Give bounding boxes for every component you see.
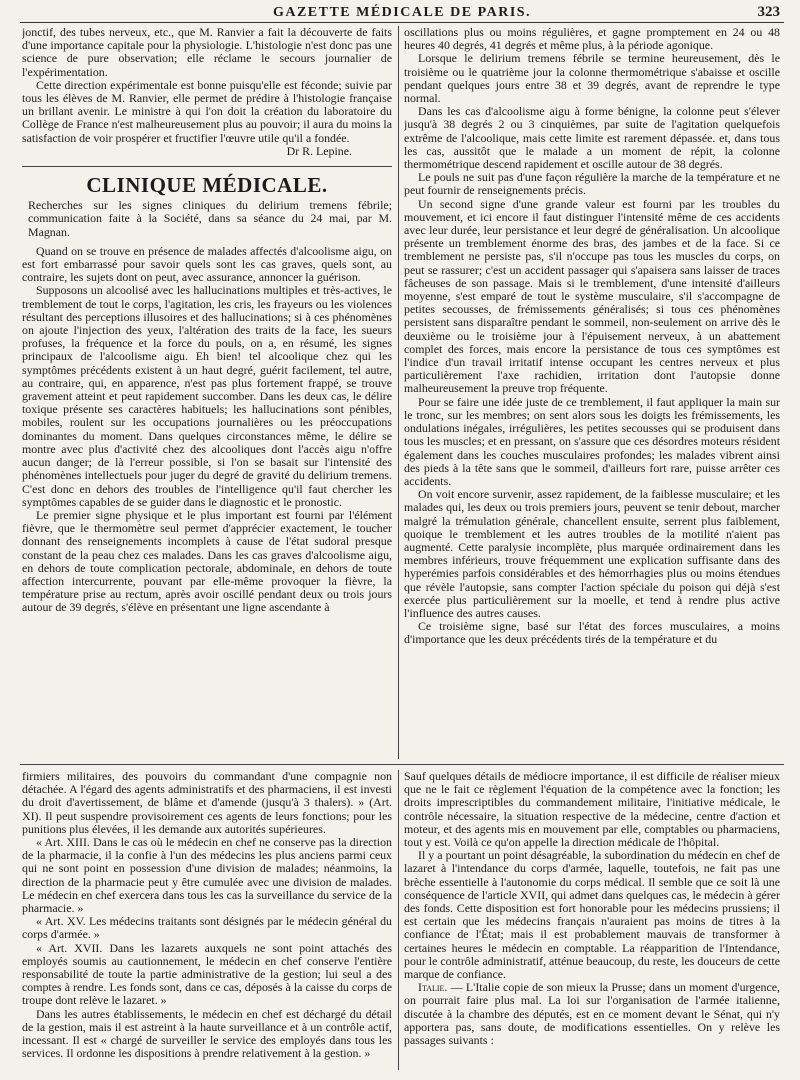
bottom-left-column [22,770,392,1070]
top-left-column [22,26,392,759]
paragraph: Le premier signe physique et le plus important est fourni par l'élément fièvre, que le thermomètre seul permet d'apprécier exactement, le toucher donnant des renseignements incomplets à cause de l'état sudoral presque constant de la peau chez ces malades. Dans les cas graves d'alcoolisme aigu, en dehors de toute complication pectorale, abdominale, en dehors de toute affection intercurrente, pouvant par elle-même provoquer la fièvre, la température prise au rectum, après avoir oscillé pendant deux ou trois jours autour de 39 degrés, s'élève en présentant une ligne ascendante à [22,507,392,615]
article-heading: Recherches sur les signes cliniques du delirium tremens fébrile; communication faite à la Société, dans sa séance du 24 mai, par M. Magnan. [28,198,392,239]
paragraph: Un second signe d'une grande valeur est fourni par les troubles du mouvement, et ici encore il faut distinguer l'intensité même de ces accidents avec leur durée, leur persistance et leur degré de généralisation. Un alcoolique présente un tremblement énorme des bras, des jambes et de la face. Si ce tremblement ne persiste pas, s'il n'occupe pas tous les muscles du corps, on peut se rassurer; c'est un accident passager qui s'apaisera sans laisser de traces fâcheuses de son passage. Mais si le tremblement, d'une intensité d'ailleurs moyenne, s'est emparé de tout le système musculaire, s'il s'accompagne de petites secousses, de frémissements généralisés; si tous ces phénomènes persistent sans disparaître pendant le sommeil, non-seulement on arrive dès le deuxième ou le troisième jour à l'épuisement nerveux, à un abattement complet des forces, mais encore la persistance de tous ces symptômes est l'indice d'un travail irritatif intense occupant les centres nerveux et plus particulièrement l'axe rachidien, irritation dont l'autopsie donne malheureusement la preuve trop fréquente. [404,196,780,396]
paragraph: jonctif, des tubes nerveux, etc., que M. Ranvier a fait la découverte de faits d'une importance capitale pour la physiologie. L'histologie n'est donc pas une science de pure observation; elle réclame le secours journalier de l'expérimentation. [22,26,392,79]
country-label: Italie. [418,980,448,995]
author-signature: Dr R. Lepine. [286,143,352,158]
paragraph-text: — L'Italie copie de son mieux la Prusse; dans un moment d'urgence, on pourrait faire plus mal. La loi sur l'organisation de l'armée italienne, discutée à la chambre des députés, est en ce moment devant le Sénat, qui n'y apportera pas, sans doute, de modifications essentielles. On y relève les passages suivants : [404,980,780,1048]
paragraph: firmiers militaires, des pouvoirs du commandant d'une compagnie non détachée. A l'égard des agents administratifs et des pharmaciens, il est investi du droit d'avertissement, de blâme et d'amende (jusqu'à 3 thalers). » (Art. XI). Il peut suspendre provisoirement ces agents de leurs fonctions; pour les punitions plus élevées, il les demande aux autorités supérieures. [22,770,392,836]
paragraph: Cette direction expérimentale est bonne puisqu'elle est féconde; suivie par tous les élèves de M. Ranvier, elle permet de prédire à l'histologie française un brillant avenir. Le ministre à qui l'on doit la création du laboratoire du Collège de France n'est malheureusement plus au pouvoir; il aura du moins la satisfaction de voir prospérer et fructifier l'œuvre utile qu'il a fondée. [22,77,392,145]
paragraph: Dans les autres établissements, le médecin en chef est déchargé du détail de la gestion, mais il est astreint à la haute surveillance et à un contrôle actif, incessant. Il est « chargé de surveiller le service des employés dans tous les services. Il ordonne les dispositions à prendre relativement à la gestion. » [22,1006,392,1061]
paragraph: Quand on se trouve en présence de malades affectés d'alcoolisme aigu, on est fort embarrassé pour savoir quels sont les cas graves, quels sont, au contraire, les sujets dont on peut, avec assurance, annoncer la guérison. [22,243,392,285]
section-divider [22,166,392,167]
paragraph: Dans les cas d'alcoolisme aigu à forme bénigne, la colonne peut s'élever jusqu'à 38 degrés 2 ou 3 cinquièmes, par suite de l'agitation quelquefois extrême de l'alcoolique, mais cette limite est rarement dépassée. et, dans tous les cas, aussitôt que le malade a un moment de répit, la colonne thermométrique descend rapidement et oscille autour de 38 degrés. [404,104,780,172]
paragraph: Il y a pourtant un point désagréable, la subordination du médecin en chef de lazaret à l'intendance du corps d'armée, laquelle, toutefois, ne fait pas une brèche essentielle à l'autonomie du corps médical. Il semble que ce soit là une conséquence de l'article XVII, qui admet dans quelques cas, le médecin à gérer des fonds. Cette disposition est fort honorable pour les médecins prussiens; il est certain que les médecins français n'auraient pas moins de titres à la confiance de l'État; mais il est probablement mauvais de transformer à certaines heures le médecin en comptable. La réapparition de l'Intendance, pour le contrôle administratif, atténue beaucoup, du reste, les douceurs de cette marque de confiance. [404,848,780,982]
paragraph: On voit encore survenir, assez rapidement, de la faiblesse musculaire; et les malades qui, les deux ou trois premiers jours, peuvent se tenir debout, marcher malgré la trémulation générale, chancellent ensuite, serrent plus faiblement, quoique le tremblement et les autres troubles de la motilité n'aient pas augmenté. Cette paralysie incomplète, plus marquée ordinairement dans les membres inférieurs, trouve fréquemment une explication suffisante dans des hyperémies parfois considérables et des hémorrhagies plus ou moins étendues que révèle l'autopsie, sans compter l'action spéciale du poison qui déjà s'est exercée plus particulièrement sur la moelle, et tend à rendre plus active l'influence des autres causes. [404,487,780,620]
column-divider [398,26,399,759]
section-title: CLINIQUE MÉDICALE. [86,173,328,198]
paragraph [404,981,780,1047]
paragraph: Pour se faire une idée juste de ce tremblement, il faut appliquer la main sur le tronc, sur les membres; on sent alors sous les doigts les frémissements, les ondulations inégales, irrégulières, les petites secousses qui se produisent dans tous les muscles; et en pressant, on s'assure que ces désordres moteurs résident également dans les couches musculaires profondes; les malades vibrent ainsi des pieds à la tête sans que le sommeil, d'ailleurs fort rare, puisse arrêter ces accidents. [404,394,780,488]
paragraph: Supposons un alcoolisé avec les hallucinations multiples et très-actives, le tremblement de tout le corps, l'agitation, les cris, les frayeurs ou les violences résultant des perceptions illusoires et des hallucinations; si à ces phénomènes on ajoute l'injection des yeux, l'altération des traits de la face, les sueurs profuses, la fréquence et la force du pouls, on a, en résumé, les signes principaux de l'alcoolisme aigu. Eh bien! tel alcoolique chez qui les symptômes précédents existent à un haut degré, guérit facilement, tel autre, au contraire, qui, en apparence, n'est pas plus fortement frappé, se trouve gravement atteint et peut rapidement succomber. Dans les deux cas, le délire toxique présente ses caractères habituels; les hallucinations sont pénibles, mobiles, roulent sur les occupations journalières ou les préoccupations dominantes du moment. Dans quelques circonstances même, le délire se montre avec plus d'activité chez des alcooliques dont l'accès aigu n'offre aucun danger; de là l'erreur possible, si l'on se basait sur l'intensité des phénomènes intellectuels pour juger du degré de gravité du delirium tremens. C'est donc en dehors des troubles de l'intelligence qu'il faut chercher les symptômes capables de se guider dans le diagnostic et le pronostic. [22,283,392,509]
paragraph: « Art. XV. Les médecins traitants sont désignés par le médecin général du corps d'armée. » [22,914,392,942]
page-number: 323 [757,4,780,20]
section-divider [20,764,784,765]
top-right-column [404,26,780,759]
paragraph: Sauf quelques détails de médiocre importance, il est difficile de réaliser mieux que ne le fait ce règlement l'équation de la compétence avec la fonction; les droits imprescriptibles du commandement militaire, l'initiative médicale, le contrôle nécessaire, la situation respective de la médecine, centre d'action et moteur, et des agents mis en mouvement par elle, comptables ou pharmaciens, tout y est. Voilà ce qu'on appelle la direction médicale de l'hôpital. [404,770,780,850]
bottom-right-column [404,770,780,1070]
paragraph: Le pouls ne suit pas d'une façon régulière la marche de la température et ne peut fournir de renseignements précis. [404,170,780,198]
paragraph: « Art. XVII. Dans les lazarets auxquels ne sont point attachés des employés soumis au cautionnement, le médecin en chef conserve l'entière responsabilité de toute la partie administrative de la gestion; lui seul a des comptes à rendre. Les fonds sont, dans ce cas, déposés à la caisse du corps de troupe dont relève le lazaret. » [22,940,392,1008]
paragraph: « Art. XIII. Dans le cas où le médecin en chef ne conserve pas la direction de la pharmacie, il la confie à l'un des médecins les plus anciens parmi ceux qui ne sont point en possession d'une division de malades; néanmoins, la direction de la pharmacie peut y être cumulée avec une division de malades. Le médecin en chef exercera dans tous les cas la surveillance du service de la pharmacie. » [22,835,392,916]
paragraph: oscillations plus ou moins régulières, et gagne promptement en 24 ou 48 heures 40 degrés, 41 degrés et même plus, à la période agonique. [404,26,780,53]
paragraph: Lorsque le delirium tremens fébrile se termine heureusement, dès le troisième ou le quatrième jour la colonne thermométrique s'abaisse et oscille pendant quelques jours entre 38 et 39 degrés, avant de reprendre le type normal. [404,51,780,106]
journal-title: GAZETTE MÉDICALE DE PARIS. [272,5,532,20]
paragraph: Ce troisième signe, basé sur l'état des forces musculaires, a moins d'importance que les deux précédents tirés de la température et du [404,619,780,647]
page-header [20,4,784,23]
column-divider [398,770,399,1070]
